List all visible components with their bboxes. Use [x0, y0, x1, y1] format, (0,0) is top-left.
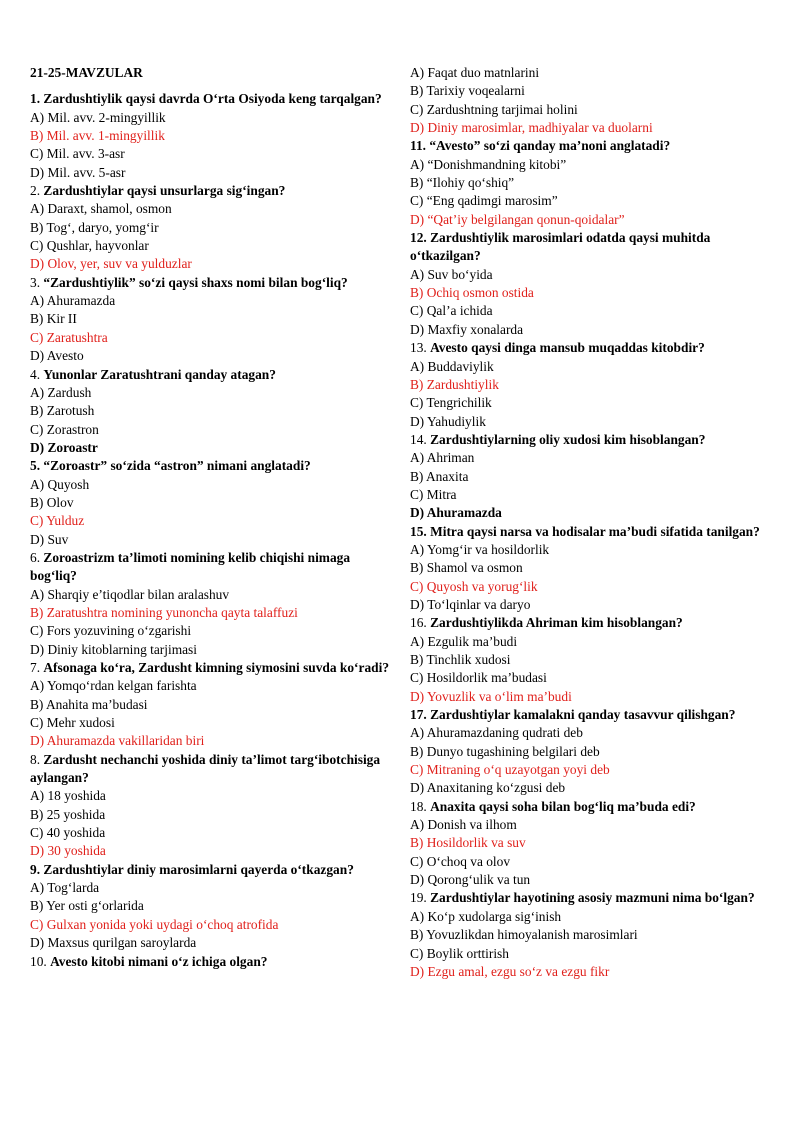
question-block — [30, 182, 392, 274]
correct-answer-option: D) 30 yoshida — [30, 843, 106, 859]
left-column — [30, 64, 392, 971]
answer-option: D) Ahuramazda — [410, 505, 502, 521]
question-text — [30, 90, 392, 108]
question-number: 14. — [410, 431, 431, 447]
answer-option: C) Mitra — [410, 486, 457, 502]
question-text — [410, 798, 775, 816]
correct-answer-option: B) Hosildorlik va suv — [410, 835, 526, 851]
question-block — [410, 431, 775, 523]
answer-option: D) Qorong‘ulik va tun — [410, 872, 531, 888]
correct-answer-option: D) Yovuzlik va o‘lim ma’budi — [410, 688, 572, 704]
question-block — [30, 366, 392, 458]
answer-option: A) Donish va ilhom — [410, 817, 517, 833]
answer-option: D) Avesto — [30, 348, 84, 364]
question-text — [410, 137, 775, 155]
answer-option: A) Quyosh — [30, 476, 90, 492]
question-text — [410, 229, 775, 266]
answer-option: A) Faqat duo matnlarini — [410, 65, 540, 80]
question-prompt: “Avesto” so‘zi qanday ma’noni anglatadi? — [429, 138, 671, 154]
answer-option: C) Hosildorlik ma’budasi — [410, 670, 547, 686]
answer-option: B) Yer osti g‘orlarida — [30, 898, 144, 914]
answer-option: A) Tog‘larda — [30, 880, 100, 896]
answer-option: C) O‘choq va olov — [410, 853, 511, 869]
answer-option: D) Maxfiy xonalarda — [410, 321, 524, 337]
answer-option: A) Ezgulik ma’budi — [410, 633, 518, 649]
correct-answer-option: B) Zaratushtra nomining yunoncha qayta talaffuzi — [30, 604, 298, 620]
answer-option: C) Qushlar, hayvonlar — [30, 238, 149, 254]
answer-option: D) To‘lqinlar va daryo — [410, 596, 531, 612]
correct-answer-option: D) “Qat’iy belgilangan qonun-qoidalar” — [410, 211, 625, 227]
question-text — [410, 706, 775, 724]
question-block — [30, 751, 392, 861]
question-list-right — [410, 137, 775, 981]
question-text — [30, 366, 392, 384]
question-number: 11. — [410, 138, 430, 154]
question-text — [410, 431, 775, 449]
answer-option: A) Sharqiy e’tiqodlar bilan aralashuv — [30, 586, 230, 602]
question-number: 19. — [410, 890, 431, 906]
answer-option: A) Yomg‘ir va hosildorlik — [410, 541, 550, 557]
answer-option: D) Diniy kitoblarning tarjimasi — [30, 641, 197, 657]
question-block — [410, 523, 775, 615]
answer-option: A) Zardush — [30, 384, 92, 400]
correct-answer-option: D) Diniy marosimlar, madhiyalar va duolarni — [410, 120, 653, 136]
answer-option: C) Tengrichilik — [410, 395, 492, 411]
correct-answer-option: B) Zardushtiylik — [410, 376, 499, 392]
answer-option: C) Mehr xudosi — [30, 715, 115, 731]
question-number: 13. — [410, 340, 431, 356]
correct-answer-option: D) Ahuramazda vakillaridan biri — [30, 733, 205, 749]
question-text — [30, 659, 392, 677]
answer-option: C) 40 yoshida — [30, 825, 106, 841]
answer-option: B) Anaxita — [410, 468, 469, 484]
question-prompt: Zardusht nechanchi yoshida diniy ta’limot targ‘ibotchisiga aylangan? — [30, 751, 381, 786]
answer-option: B) Tarixiy voqealarni — [410, 83, 525, 99]
question-block — [30, 549, 392, 659]
question-text — [410, 614, 775, 632]
right-column — [410, 64, 775, 981]
question-list-left — [30, 90, 392, 971]
question-prompt: Avesto qaysi dinga mansub muqaddas kitobdir? — [430, 340, 705, 356]
answer-option: A) Daraxt, shamol, osmon — [30, 201, 172, 217]
question-number: 12. — [410, 230, 431, 246]
question-block — [410, 229, 775, 339]
answer-option: A) Ahuramazda — [30, 293, 116, 309]
answer-option: D) Mil. avv. 5-asr — [30, 164, 126, 180]
answer-option: A) “Donishmandning kitobi” — [410, 156, 567, 172]
answer-option: A) Suv bo‘yida — [410, 266, 493, 282]
question-prompt: Zardushtiylik qaysi davrda O‘rta Osiyoda keng tarqalgan? — [43, 91, 382, 107]
question-prompt: “Zardushtiylik” so‘zi qaysi shaxs nomi bilan bog‘liq? — [43, 274, 348, 290]
question-prompt: Zardushtiylar hayotining asosiy mazmuni nima bo‘lgan? — [430, 890, 755, 906]
answer-option: B) Dunyo tugashining belgilari deb — [410, 743, 600, 759]
question-block — [410, 706, 775, 798]
question-block — [410, 137, 775, 229]
question-text — [410, 889, 775, 907]
question-text — [30, 861, 392, 879]
answer-option: B) Kir II — [30, 311, 77, 327]
answer-option: B) Yovuzlikdan himoyalanish marosimlari — [410, 927, 638, 943]
answer-option: D) Yahudiylik — [410, 413, 486, 429]
question-text — [30, 274, 392, 292]
answer-option: B) “Ilohiy qo‘shiq” — [410, 175, 515, 191]
question-prompt: Yunonlar Zaratushtrani qanday atagan? — [43, 366, 276, 382]
question-number: 9. — [30, 861, 44, 877]
answer-option: C) “Eng qadimgi marosim” — [410, 193, 558, 209]
answer-option: A) Yomqo‘rdan kelgan farishta — [30, 678, 197, 694]
page-heading: 21-25-MAVZULAR — [30, 65, 143, 80]
question-text — [30, 182, 392, 200]
correct-answer-option: C) Quyosh va yorug‘lik — [410, 578, 538, 594]
question-text — [30, 953, 392, 971]
answer-option: C) Qal’a ichida — [410, 303, 493, 319]
question-number: 2. — [30, 183, 44, 199]
answer-option: A) Mil. avv. 2-mingyillik — [30, 109, 166, 125]
question-block — [30, 953, 392, 971]
question-block — [410, 339, 775, 431]
question-number: 7. — [30, 660, 44, 675]
answer-option: B) Zarotush — [30, 403, 95, 419]
question-number: 18. — [410, 798, 431, 814]
question-text — [30, 549, 392, 586]
correct-answer-option: B) Ochiq osmon ostida — [410, 285, 534, 301]
question-number: 5. — [30, 458, 44, 474]
question-block — [30, 90, 392, 182]
question-text — [410, 339, 775, 357]
answer-option: B) 25 yoshida — [30, 806, 106, 822]
correct-answer-option: C) Mitraning o‘q uzayotgan yoyi deb — [410, 762, 610, 778]
question-prompt: Zardushtiylar qaysi unsurlarga sig‘ingan? — [43, 183, 286, 199]
question-text — [30, 751, 392, 788]
question-number: 4. — [30, 366, 44, 382]
question-block — [30, 861, 392, 953]
answer-option: A) Ko‘p xudolarga sig‘inish — [410, 908, 562, 924]
correct-answer-option: D) Olov, yer, suv va yulduzlar — [30, 256, 192, 272]
question-block — [410, 889, 775, 981]
question-prompt: Zardushtiylar kamalakni qanday tasavvur qilishgan? — [430, 707, 736, 723]
question-prompt: Zoroastrizm ta’limoti nomining kelib chiqishi nimaga bog‘liq? — [30, 549, 351, 584]
answer-option: B) Anahita ma’budasi — [30, 696, 148, 712]
question-prompt: Zardushtiylar diniy marosimlarni qayerda o‘tkazgan? — [43, 861, 354, 877]
question-block — [30, 274, 392, 366]
question-prompt: Mitra qaysi narsa va hodisalar ma’budi sifatida tanilgan? — [430, 523, 760, 539]
answer-option: C) Fors yozuvining o‘zgarishi — [30, 623, 192, 639]
answer-option: C) Zardushtning tarjimai holini — [410, 101, 578, 117]
answer-option: D) Zoroastr — [30, 439, 98, 455]
question-number: 10. — [30, 953, 51, 969]
question-prompt: Zardushtiylarning oliy xudosi kim hisoblangan? — [430, 431, 706, 447]
answer-option: A) Ahuramazdaning qudrati deb — [410, 725, 583, 741]
correct-answer-option: C) Yulduz — [30, 513, 85, 529]
correct-answer-option: D) Ezgu amal, ezgu so‘z va ezgu fikr — [410, 963, 610, 979]
answer-option: D) Maxsus qurilgan saroylarda — [30, 935, 197, 951]
correct-answer-option: B) Mil. avv. 1-mingyillik — [30, 128, 165, 144]
question-prompt: “Zoroastr” so‘zida “astron” nimani anglatadi? — [43, 458, 311, 474]
question-prompt: Anaxita qaysi soha bilan bog‘liq ma’buda edi? — [430, 798, 696, 814]
question-10-options — [410, 64, 775, 137]
question-prompt: Zardushtiylik marosimlari odatda qaysi muhitda o‘tkazilgan? — [410, 230, 711, 264]
question-text — [30, 457, 392, 475]
answer-option: D) Anaxitaning ko‘zgusi deb — [410, 780, 566, 796]
question-prompt: Zardushtiylikda Ahriman kim hisoblangan? — [430, 615, 683, 631]
answer-option: C) Mil. avv. 3-asr — [30, 146, 125, 162]
question-text — [410, 523, 775, 541]
answer-option: A) Ahriman — [410, 450, 475, 466]
answer-option: A) 18 yoshida — [30, 788, 106, 804]
question-block — [30, 659, 392, 751]
answer-option: C) Zorastron — [30, 421, 99, 437]
answer-option: B) Tog‘, daryo, yomg‘ir — [30, 219, 159, 235]
question-number: 6. — [30, 549, 44, 565]
question-number: 15. — [410, 523, 431, 539]
question-number: 1. — [30, 91, 44, 107]
question-number: 17. — [410, 707, 431, 723]
answer-option: D) Suv — [30, 531, 69, 547]
answer-option: C) Boylik orttirish — [410, 945, 509, 961]
question-number: 16. — [410, 615, 431, 631]
question-block — [410, 798, 775, 890]
question-block — [410, 614, 775, 706]
answer-option: B) Shamol va osmon — [410, 560, 523, 576]
question-block — [30, 457, 392, 549]
question-number: 8. — [30, 751, 44, 767]
correct-answer-option: C) Gulxan yonida yoki uydagi o‘choq atrofida — [30, 916, 279, 932]
question-number: 3. — [30, 274, 44, 290]
correct-answer-option: C) Zaratushtra — [30, 329, 108, 345]
question-prompt: Avesto kitobi nimani o‘z ichiga olgan? — [50, 953, 268, 969]
question-prompt: Afsonaga ko‘ra, Zardusht kimning siymosini suvda ko‘radi? — [43, 660, 390, 675]
answer-option: A) Buddaviylik — [410, 358, 494, 374]
answer-option: B) Tinchlik xudosi — [410, 652, 511, 667]
answer-option: B) Olov — [30, 494, 74, 510]
